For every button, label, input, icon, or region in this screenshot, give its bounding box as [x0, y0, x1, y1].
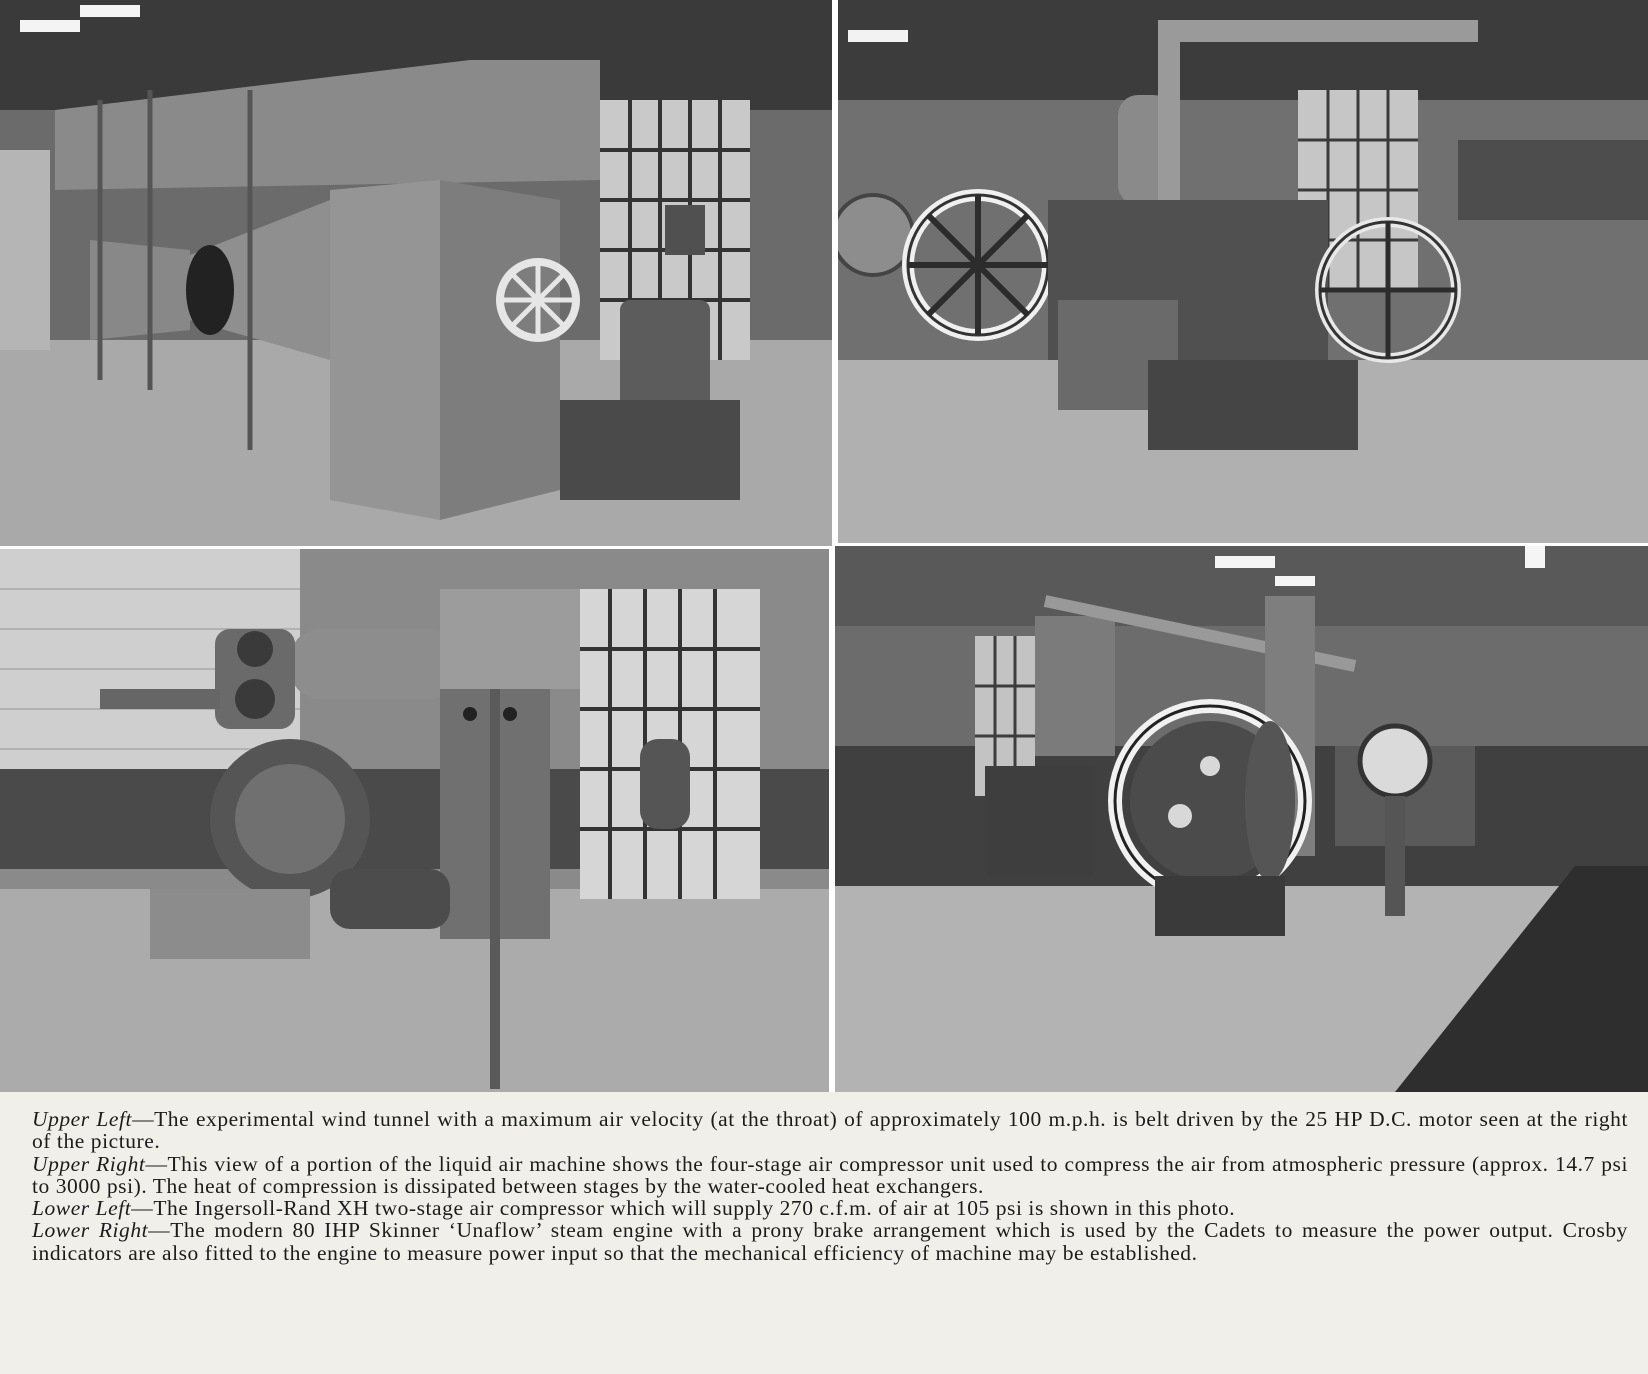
liquid-air-machine-illustration — [838, 0, 1648, 543]
photo-lower-right-steam-engine — [835, 546, 1648, 1092]
photo-upper-right-liquid-air-machine — [838, 0, 1648, 543]
caption-lower-left-lead: Lower Left — [32, 1196, 132, 1221]
caption-upper-right — [32, 1153, 1628, 1198]
photo-upper-left-wind-tunnel — [0, 0, 832, 546]
caption-upper-right-lead: Upper Right — [32, 1151, 146, 1176]
caption-lower-right-lead: Lower Right — [32, 1218, 149, 1243]
caption-lower-right-text: —The modern 80 IHP Skinner ‘Unaflow’ steam engine with a prony brake arrangement which is used by the Cadets to measure the power output. Crosby indicators are also fitted to the engine to measure power input so that the mechanical efficiency of machine may be established. — [32, 1218, 1628, 1265]
caption-upper-right-text: —This view of a portion of the liquid air machine shows the four-stage air compressor unit used to compress the air from atmospheric pressure (approx. 14.7 psi to 3000 psi). The heat of compression is dissipated between stages by the water-cooled heat exchangers. — [32, 1151, 1628, 1198]
caption-lower-left-text: —The Ingersoll-Rand XH two-stage air compressor which will supply 270 c.f.m. of air at 105 psi is shown in this photo. — [131, 1196, 1236, 1221]
wind-tunnel-illustration — [0, 0, 832, 546]
air-compressor-illustration — [0, 549, 829, 1092]
photo-lower-left-air-compressor — [0, 549, 829, 1092]
steam-engine-illustration — [835, 546, 1648, 1092]
caption-upper-left — [32, 1108, 1628, 1153]
captions-block — [32, 1108, 1628, 1264]
caption-upper-left-lead: Upper Left — [32, 1107, 133, 1131]
caption-lower-right — [32, 1219, 1628, 1264]
caption-lower-left — [32, 1197, 1628, 1219]
caption-upper-left-text: —The experimental wind tunnel with a maximum air velocity (at the throat) of approximately 100 m.p.h. is belt driven by the 25 HP D.C. motor seen at the right of the picture. — [32, 1107, 1628, 1154]
